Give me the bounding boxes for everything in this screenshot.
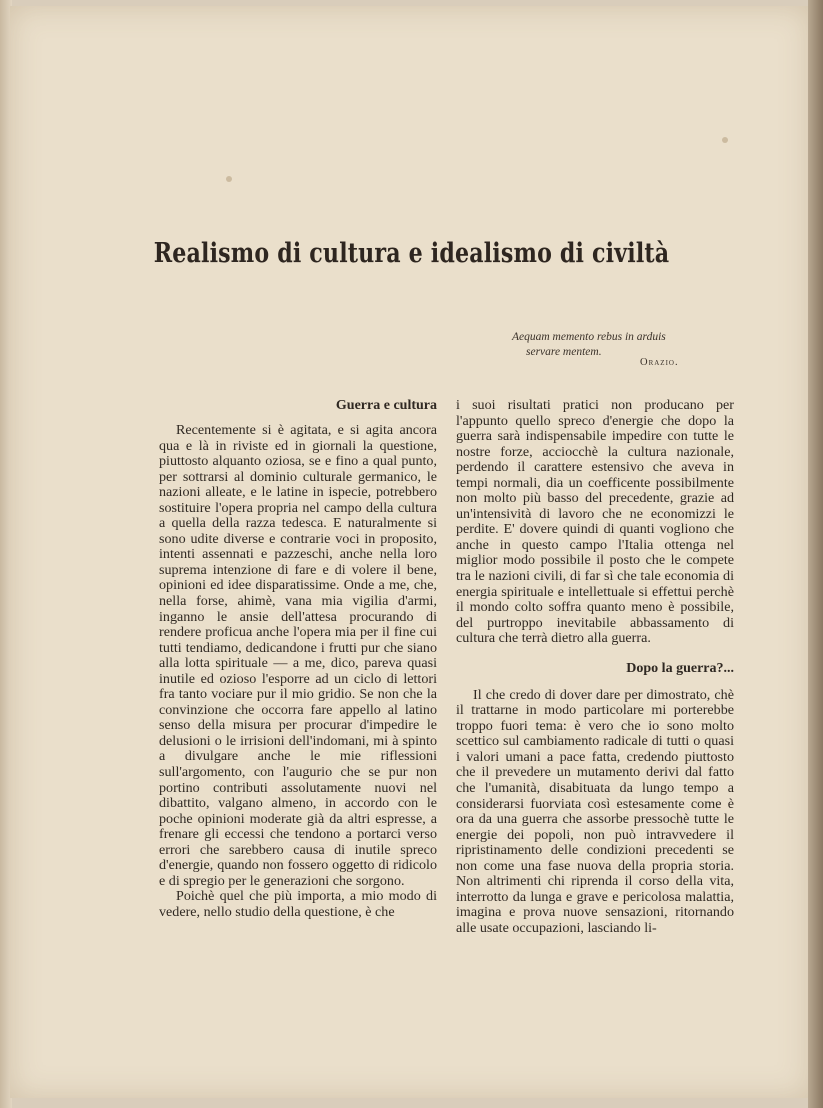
section-heading-dopo-la-guerra: Dopo la guerra?...: [626, 660, 734, 676]
epigraph-line-2: servare mentem.: [526, 346, 602, 358]
paper-stain: [226, 176, 232, 182]
text-column-left: [159, 398, 437, 921]
article-title: Realismo di cultura e idealismo di civiltà: [153, 238, 670, 270]
body-paragraph: Poichè quel che più importa, a mio modo di vedere, nello studio della questione, è che: [159, 888, 437, 920]
binding-shadow: [808, 0, 823, 1108]
body-paragraph: Recentemente si è agitata, e si agita ancora qua e là in riviste ed in giornali la questione, piuttosto alquanto oziosa, se e fino a qual punto, per sottrarsi al dominio culturale germanico, le nazioni alleate, e le latine in ispecie, potrebbero sostituire l'opera propria nel campo della cultura a quella della razza tedesca. E naturalmente si sono udite diverse e contrarie voci in proposito, intenti assennati e pazzeschi, anche nella loro suprema intenzione di fare e di volere il bene, opinioni ed idee disparatissime. Onde a me, che, nella forse, ahimè, vana mia vigilia d'armi, inganno le ansie dell'attesa procurando di rendere proficua anche l'opera mia per il fine cui tutti tendiamo, dedicandone i frutti pur che siano alla lotta spirituale — a me, dico, pareva quasi inutile ed ozioso l'esporre ad un ciclo di lettori fra tanto vociare pur il mio gridio. Se non che la convinzione che occorra fare appello al latino senso della misura per procurar d'impedire le delusioni o le irrisioni dell'indomani, mi à spinto a divulgare anche le mie riflessioni sull'argomento, con l'augurio che se pur non portino contributi assolutamente nuovi nel dibattito, valgano almeno, in accordo con le poche opinioni moderate già da altri espresse, a frenare gli eccessi che tendono a portarci verso errori che sarebbero causa di inutile spreco d'energie, quando non fossero oggetto di ridicolo e di spregio per le generazioni che sorgono.: [159, 422, 437, 889]
paper-stain: [722, 137, 728, 143]
epigraph-author: Orazio.: [640, 357, 679, 368]
text-column-right: [456, 398, 734, 937]
body-paragraph-continued: i suoi risultati pratici non producano per l'appunto quello spreco d'energie che dopo la guerra sarà indispensabile impedire con tutte le nostre forze, acciocchè la cultura nazionale, perdendo il carattere estensivo che aveva in tempi normali, dia un coefficente possibilmente non molto più basso del precedente, grazie ad un'intensività di lavoro che ne economizzi le perdite. E' dovere quindi di quanti vogliono che anche in questo campo l'Italia ottenga nel miglior modo possibile il posto che le compete tra le nazioni civili, di far sì che tale economia di energia spirituale e intellettuale si effettui perchè il mondo colto soffra quanto meno è possibile, del purtroppo inevitabile abbassamento di cultura che terrà dietro alla guerra.: [456, 397, 734, 647]
epigraph-line-1: Aequam memento rebus in arduis: [512, 331, 666, 343]
epigraph: [512, 330, 692, 360]
section-heading-guerra-e-cultura: Guerra e cultura: [335, 398, 437, 413]
body-paragraph: Il che credo di dover dare per dimostrato, chè il trattarne in modo particolare mi porterebbe troppo fuori tema: è vero che io sono molto scettico sul cambiamento radicale di tutti o quasi i valori umani a pace fatta, credendo piuttosto che il prevedere un mutamento derivi dal fatto che l'umanità, disabituata da lungo tempo a considerarsi fuorviata così estesamente come è ora da una guerra che assorbe pressochè tutte le energie dei popoli, non può intravvedere il ripristinamento delle condizioni precedenti se non come una fase nuova della propria storia. Non altrimenti chi riprenda il corso della vita, interrotto da lunga e grave e pericolosa malattia, imagina e prova nuove sensazioni, ritornando alle usate occupazioni, lasciando li-: [456, 686, 734, 936]
